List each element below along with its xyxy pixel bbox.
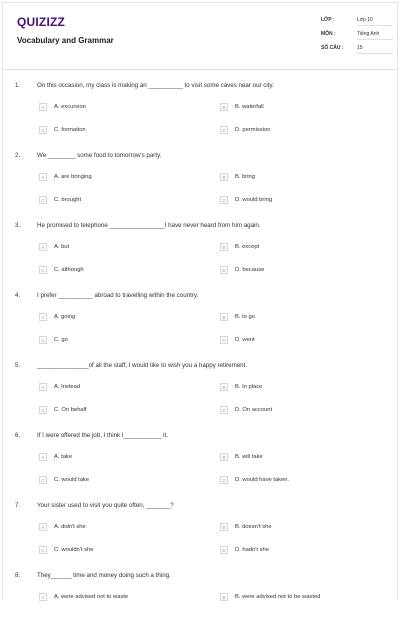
question-number: 3. bbox=[15, 222, 21, 229]
option-letter-box[interactable]: B bbox=[220, 313, 228, 321]
question-text: I prefer __________ abroad to travelling within the country. bbox=[37, 292, 199, 299]
question-item bbox=[3, 82, 399, 152]
option-text: D. went bbox=[235, 337, 255, 343]
question-item bbox=[3, 292, 399, 362]
option-letter-box[interactable]: A bbox=[39, 313, 47, 321]
option-letter-box[interactable]: A bbox=[39, 103, 47, 111]
meta-value: Lớp 10 bbox=[357, 17, 393, 26]
option-letter-box[interactable]: B bbox=[220, 593, 228, 601]
option-letter-box[interactable]: D bbox=[220, 406, 228, 414]
option-text: B. will take bbox=[235, 454, 263, 460]
worksheet-page bbox=[2, 2, 398, 600]
option-text: D. because bbox=[235, 267, 265, 273]
option-text: D. permission bbox=[235, 127, 271, 133]
option-letter-box[interactable]: D bbox=[220, 126, 228, 134]
option-letter-box[interactable]: A bbox=[39, 523, 47, 531]
option-letter-box[interactable]: C bbox=[39, 196, 47, 204]
option-text: C. wouldn't she bbox=[54, 547, 94, 553]
meta-row-subject bbox=[321, 29, 393, 43]
option-text: A. Instead bbox=[54, 384, 81, 390]
option-letter-box[interactable]: C bbox=[39, 266, 47, 274]
option-text: D. hadn't she bbox=[235, 547, 269, 553]
question-number: 2. bbox=[15, 152, 21, 159]
option-letter-box[interactable]: B bbox=[220, 243, 228, 251]
question-text: On this occasion, my class is making an __________ to visit some caves near our city. bbox=[37, 82, 274, 89]
option-text: B. to go bbox=[235, 314, 255, 320]
option-letter-box[interactable]: B bbox=[220, 173, 228, 181]
option-letter-box[interactable]: B bbox=[220, 453, 228, 461]
option-letter-box[interactable]: A bbox=[39, 173, 47, 181]
question-item bbox=[3, 432, 399, 502]
option-letter-box[interactable]: D bbox=[220, 336, 228, 344]
option-letter-box[interactable]: B bbox=[220, 103, 228, 111]
meta-label: LỚP : bbox=[321, 17, 335, 23]
option-text: B. doesn't she bbox=[235, 524, 272, 530]
option-letter-box[interactable]: A bbox=[39, 243, 47, 251]
option-text: A. were advised not to waste bbox=[54, 594, 129, 600]
option-text: A. but bbox=[54, 244, 70, 250]
option-letter-box[interactable]: C bbox=[39, 476, 47, 484]
option-text: D. On account bbox=[235, 407, 273, 413]
question-number: 8. bbox=[15, 572, 21, 579]
meta-label: MÔN : bbox=[321, 31, 336, 37]
question-number: 1. bbox=[15, 82, 21, 89]
option-text: A. take bbox=[54, 454, 73, 460]
question-item bbox=[3, 222, 399, 292]
option-text: A. excursion bbox=[54, 104, 86, 110]
question-item bbox=[3, 572, 399, 642]
worksheet-header bbox=[3, 3, 397, 70]
option-text: C. formation bbox=[54, 127, 86, 133]
meta-info bbox=[321, 15, 393, 57]
option-text: D. would have taken. bbox=[235, 477, 290, 483]
option-letter-box[interactable]: D bbox=[220, 476, 228, 484]
option-letter-box[interactable]: D bbox=[220, 266, 228, 274]
question-number: 5. bbox=[15, 362, 21, 369]
option-text: C. On behalf bbox=[54, 407, 87, 413]
question-text: They______ time and money doing such a thing. bbox=[37, 572, 171, 579]
question-number: 6. bbox=[15, 432, 21, 439]
option-text: B. In place bbox=[235, 384, 263, 390]
option-letter-box[interactable]: C bbox=[39, 406, 47, 414]
question-number: 4. bbox=[15, 292, 21, 299]
question-text: We ________ some food to tomorrow's party. bbox=[37, 152, 162, 159]
meta-row-grade bbox=[321, 15, 393, 29]
option-text: B. were advised not to be wasted bbox=[235, 594, 321, 600]
option-text: B. except bbox=[235, 244, 260, 250]
meta-value: Tiếng Anh bbox=[357, 31, 393, 40]
question-item bbox=[3, 362, 399, 432]
option-letter-box[interactable]: C bbox=[39, 336, 47, 344]
option-letter-box[interactable]: B bbox=[220, 523, 228, 531]
option-letter-box[interactable]: A bbox=[39, 383, 47, 391]
question-text: He promised to telephone ________________I have never heard from him again. bbox=[37, 222, 261, 229]
meta-value: 15 bbox=[357, 45, 393, 54]
option-text: B. bring bbox=[235, 174, 255, 180]
option-letter-box[interactable]: B bbox=[220, 383, 228, 391]
option-text: B. waterfall bbox=[235, 104, 264, 110]
option-text: A. didn't she bbox=[54, 524, 86, 530]
question-text: Your sister used to visit you quite often, _______? bbox=[37, 502, 174, 509]
option-text: C. go bbox=[54, 337, 68, 343]
question-item bbox=[3, 152, 399, 222]
option-text: A. are bringing bbox=[54, 174, 92, 180]
quizizz-logo: QUIZIZZ bbox=[17, 15, 66, 29]
option-text: C. brought bbox=[54, 197, 82, 203]
worksheet-title: Vocabulary and Grammar bbox=[17, 36, 114, 45]
option-letter-box[interactable]: A bbox=[39, 453, 47, 461]
option-letter-box[interactable]: D bbox=[220, 546, 228, 554]
meta-label: SỐ CÂU : bbox=[321, 45, 344, 51]
option-text: D. would bring bbox=[235, 197, 273, 203]
question-text: If I were offered the job, I think I___________ it. bbox=[37, 432, 168, 439]
option-letter-box[interactable]: D bbox=[220, 196, 228, 204]
option-text: A. going bbox=[54, 314, 76, 320]
question-number: 7. bbox=[15, 502, 21, 509]
option-letter-box[interactable]: C bbox=[39, 546, 47, 554]
option-text: C. would take bbox=[54, 477, 90, 483]
meta-row-question-count bbox=[321, 43, 393, 57]
question-item bbox=[3, 502, 399, 572]
question-text: _______________of all the staff, I would like to wish you a happy retirement. bbox=[37, 362, 248, 369]
option-letter-box[interactable]: A bbox=[39, 593, 47, 601]
option-letter-box[interactable]: C bbox=[39, 126, 47, 134]
option-text: C. although bbox=[54, 267, 84, 273]
